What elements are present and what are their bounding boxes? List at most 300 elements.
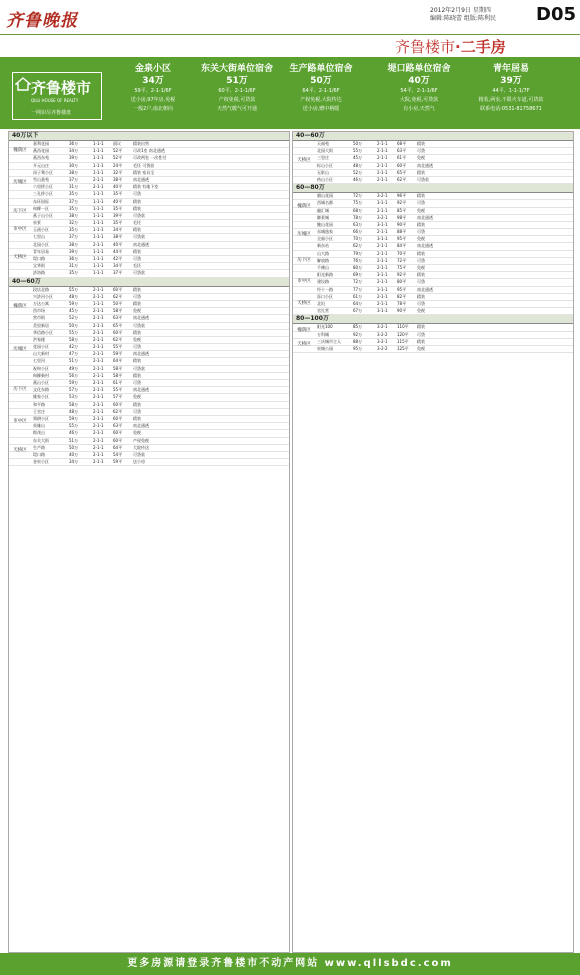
listing-cell: 免税 bbox=[133, 336, 141, 342]
listing-cell: 堤口路 bbox=[33, 451, 45, 457]
promo-price: 40万 bbox=[408, 76, 430, 86]
listing-cell: 经十一路 bbox=[317, 286, 333, 292]
promo-detail: 54平、2-1-1/6F bbox=[400, 88, 438, 94]
listing-row bbox=[293, 229, 573, 236]
listing-cell: 精装 bbox=[133, 415, 141, 421]
listing-cell: 精装 有地下室 bbox=[133, 184, 159, 190]
logo-text: 齐鲁楼市 bbox=[31, 79, 92, 97]
listing-cell: 2-1-1 bbox=[93, 322, 104, 328]
listing-cell: 34平 bbox=[113, 263, 123, 269]
listing-cell: 1-1-1 bbox=[93, 300, 104, 306]
listing-cell: 45万 bbox=[353, 155, 363, 161]
listing-cell: 可贷 bbox=[417, 331, 425, 337]
listing-cell: 营市街 bbox=[33, 315, 45, 321]
listing-cell: 2-1-1 bbox=[93, 344, 104, 350]
listing-cell: 精装 bbox=[133, 372, 141, 378]
listing-row bbox=[9, 387, 289, 394]
listing-cell: 甸柳新村 bbox=[33, 372, 49, 378]
listing-cell: 38万 bbox=[69, 241, 79, 247]
listing-cell: 37万 bbox=[69, 234, 79, 240]
listing-cell: 54平 bbox=[113, 451, 123, 457]
listing-cell: 东关大街 bbox=[33, 437, 49, 443]
district-group bbox=[9, 287, 289, 330]
listing-cell: 59万 bbox=[69, 415, 79, 421]
listing-cell: 郎茂山 bbox=[33, 430, 45, 436]
listing-row bbox=[9, 249, 289, 256]
listing-cell: 南北通透 bbox=[417, 162, 433, 168]
listing-cell: 可贷款 bbox=[417, 176, 429, 182]
listing-cell: 2-1-1 bbox=[377, 148, 388, 154]
listing-cell: 南北通透 bbox=[417, 243, 433, 249]
listing-cell: 精装 家具全 bbox=[133, 169, 155, 175]
listing-cell: 新东站 bbox=[317, 243, 329, 249]
listing-cell: 38万 bbox=[69, 212, 79, 218]
promo-detail: 天然气暖气可开通 bbox=[216, 106, 257, 112]
listing-cell: 60平 bbox=[113, 329, 123, 335]
listing-row bbox=[293, 301, 573, 308]
listing-row bbox=[293, 155, 573, 162]
listing-cell: 2-1-1 bbox=[93, 394, 104, 400]
district-group bbox=[293, 193, 573, 222]
listing-row bbox=[9, 445, 289, 452]
listing-cell: 70平 bbox=[397, 250, 407, 256]
listing-cell: 34万 bbox=[69, 148, 79, 154]
listing-cell: 泉景 bbox=[33, 220, 41, 226]
listing-cell: 2-1-1 bbox=[93, 444, 104, 450]
district-label: 天桥区 bbox=[297, 300, 311, 306]
listing-cell: 免税 bbox=[417, 236, 425, 242]
listing-cell: 35万 bbox=[69, 191, 79, 197]
listing-row bbox=[293, 200, 573, 207]
listing-cell: 57平 bbox=[113, 394, 123, 400]
listing-cell: 免税 bbox=[133, 430, 141, 436]
listing-cell: 天福苑 bbox=[317, 141, 329, 146]
listing-cell: 免税 bbox=[417, 308, 425, 314]
listing-cell: 1-1-1 bbox=[93, 227, 104, 233]
listing-row bbox=[9, 287, 289, 294]
listing-cell: 毛坯 bbox=[133, 263, 141, 269]
listing-cell: 2-1-1 bbox=[377, 300, 388, 306]
promo-item bbox=[378, 63, 460, 114]
listing-cell: 50万 bbox=[353, 141, 363, 146]
listing-cell: 玉函小区 bbox=[33, 227, 49, 233]
promo-detail: 产权免税,大院传达 bbox=[300, 97, 342, 103]
dateline bbox=[430, 7, 496, 23]
listing-cell: 3-2-1 bbox=[377, 193, 388, 199]
listing-cell: 40平 bbox=[113, 184, 123, 190]
listing-cell: 燕山小区 bbox=[33, 380, 49, 385]
listing-cell: 毛坯 可贷款 bbox=[133, 162, 155, 168]
listing-cell: 3-1-1 bbox=[377, 308, 388, 314]
listing-cell: 34万 bbox=[69, 459, 79, 465]
listing-cell: 60平 bbox=[113, 437, 123, 443]
listing-cell: 2-1-1 bbox=[377, 229, 388, 235]
listing-row bbox=[9, 184, 289, 191]
listing-cell: 无影山 bbox=[317, 169, 329, 175]
listing-row bbox=[293, 236, 573, 243]
listing-cell: 解放路 bbox=[317, 257, 329, 263]
listing-cell: 35平 bbox=[113, 205, 123, 211]
listing-cell: 95平 bbox=[397, 236, 407, 242]
listing-cell: 38平 bbox=[113, 234, 123, 240]
listing-cell: 55万 bbox=[69, 286, 79, 292]
listing-cell: 可贷款 bbox=[133, 234, 145, 240]
price-range-header: 40—60万 bbox=[293, 132, 573, 141]
listing-cell: 堤口路 bbox=[33, 256, 45, 261]
district-label: 历城区 bbox=[13, 179, 27, 185]
listing-row bbox=[293, 193, 573, 200]
promo-detail: 64平、2-1-1/6F bbox=[302, 88, 340, 94]
listing-cell: 可贷 bbox=[417, 279, 425, 285]
listing-cell: 3-1-1 bbox=[377, 286, 388, 292]
listing-cell: 37万 bbox=[69, 176, 79, 182]
promo-title: 金泉小区 bbox=[134, 64, 171, 74]
district-group bbox=[293, 141, 573, 184]
listing-cell: 3-2-1 bbox=[377, 214, 388, 220]
listing-cell: 全福小区 bbox=[317, 236, 333, 242]
listing-cell: 62平 bbox=[113, 293, 123, 299]
listing-row bbox=[293, 177, 573, 184]
listing-row bbox=[9, 213, 289, 220]
price-range-header: 40万以下 bbox=[9, 132, 289, 141]
page-header bbox=[0, 0, 580, 35]
promo-detail: 精装,两室,不限火车道,可贷款 bbox=[478, 97, 544, 103]
listing-cell: 37万 bbox=[69, 198, 79, 204]
listing-cell: 南北通透 bbox=[133, 241, 149, 247]
promo-item bbox=[280, 63, 362, 114]
listing-cell: 61万 bbox=[353, 293, 363, 299]
listing-cell: 2-1-1 bbox=[93, 380, 104, 385]
listing-cell: 舜耕小区 bbox=[33, 415, 49, 421]
editor-credits: 编辑:陈晓蕾 组版:陈利民 bbox=[430, 15, 496, 22]
promo-title: 青年居易 bbox=[492, 64, 529, 74]
listing-row bbox=[9, 301, 289, 308]
listing-cell: 2-1-1 bbox=[377, 207, 388, 213]
listing-row bbox=[9, 337, 289, 344]
listing-cell: 76万 bbox=[353, 257, 363, 263]
promo-price: 51万 bbox=[226, 76, 248, 86]
listing-cell: 西城名郡 bbox=[317, 200, 333, 206]
listing-cell: 46万 bbox=[69, 430, 79, 436]
district-group bbox=[293, 294, 573, 316]
listing-cell: 2-1-1 bbox=[93, 241, 104, 247]
listing-cell: 可贷 bbox=[133, 256, 141, 261]
section-title bbox=[395, 36, 506, 57]
listing-cell: 2-1-1 bbox=[377, 293, 388, 299]
listing-row bbox=[293, 243, 573, 250]
listing-cell: 31万 bbox=[69, 263, 79, 269]
listing-cell: 建设路 bbox=[317, 279, 329, 285]
listing-cell: 40平 bbox=[113, 198, 123, 204]
listing-cell: 姚家小区 bbox=[33, 394, 49, 400]
listing-cell: 38万 bbox=[69, 169, 79, 175]
listing-cell: 55万 bbox=[353, 148, 363, 154]
listing-cell: 110平 bbox=[397, 324, 409, 330]
listing-cell: 52万 bbox=[69, 315, 79, 321]
listing-cell: 90平 bbox=[397, 308, 407, 314]
listing-cell: 山大路 bbox=[317, 250, 329, 256]
listing-row bbox=[9, 351, 289, 358]
listing-cell: 3-2-2 bbox=[377, 331, 388, 337]
listing-cell: 2-1-1 bbox=[93, 358, 104, 364]
listing-row bbox=[9, 155, 289, 162]
listing-row bbox=[9, 177, 289, 184]
listing-cell: 免税 bbox=[417, 155, 425, 161]
promo-price: 50万 bbox=[310, 76, 332, 86]
listing-cell: 嘉利花园 bbox=[33, 141, 49, 146]
listing-cell: 可贷 bbox=[133, 408, 141, 414]
district-label: 历下区 bbox=[13, 386, 27, 392]
listing-row bbox=[9, 220, 289, 227]
listing-cell: 60平 bbox=[397, 162, 407, 168]
footer-banner: 更多房源请登录齐鲁楼市不动产网站 www.qllsbdc.com bbox=[0, 953, 580, 975]
listing-cell: 济洛路 bbox=[33, 270, 45, 276]
listing-cell: 95万 bbox=[353, 345, 363, 351]
listing-cell: 燕子山小区 bbox=[33, 212, 53, 218]
listing-cell: 85万 bbox=[353, 324, 363, 330]
listing-cell: 63平 bbox=[113, 423, 123, 429]
listing-cell: 可贷款 bbox=[133, 451, 145, 457]
listing-cell: 精装出售 bbox=[133, 141, 149, 146]
listing-cell: 50万 bbox=[69, 444, 79, 450]
listing-cell: 62万 bbox=[353, 243, 363, 249]
listing-row bbox=[293, 294, 573, 301]
listing-cell: 2-1-1 bbox=[93, 430, 104, 436]
issue-weekday: 星期四 bbox=[472, 7, 491, 14]
listing-row bbox=[9, 227, 289, 234]
listing-row bbox=[9, 256, 289, 263]
district-label: 市中区 bbox=[297, 279, 311, 285]
listing-row bbox=[293, 265, 573, 272]
listing-cell: 送小房 bbox=[133, 459, 145, 465]
listing-cell: 三孔桥小区 bbox=[33, 191, 53, 197]
listing-cell: 96平 bbox=[397, 193, 407, 199]
listing-cell: 可贷 bbox=[417, 257, 425, 263]
district-group bbox=[293, 222, 573, 251]
listing-cell: 东环国际 bbox=[33, 198, 49, 204]
listing-cell: 63万 bbox=[353, 221, 363, 227]
listing-row bbox=[9, 373, 289, 380]
listing-cell: 55平 bbox=[113, 344, 123, 350]
listing-cell: 39万 bbox=[69, 155, 79, 161]
listing-cell: 可贷款 bbox=[133, 212, 145, 218]
listing-row bbox=[9, 263, 289, 270]
listing-cell: 2-1-1 bbox=[377, 279, 388, 285]
listing-cell: 1-1-1 bbox=[93, 141, 104, 146]
listing-cell: 2-1-1 bbox=[93, 415, 104, 421]
district-group bbox=[293, 272, 573, 294]
listing-cell: 1-1-1 bbox=[93, 263, 104, 269]
listing-row bbox=[9, 344, 289, 351]
listing-cell: 王官庄 bbox=[33, 408, 45, 414]
promo-detail: 送小房,赠中柄暖 bbox=[302, 106, 340, 112]
listing-cell: 泺口小区 bbox=[317, 293, 333, 299]
promo-detail: 60平、2-1-1/6F bbox=[218, 88, 256, 94]
listing-cell: 万科城 bbox=[317, 331, 329, 337]
listing-cell: 56万 bbox=[69, 372, 79, 378]
listing-cell: 34平 bbox=[113, 227, 123, 233]
listing-cell: 3-1-1 bbox=[377, 221, 388, 227]
listing-cell: 阳光100 bbox=[317, 324, 333, 330]
district-label: 天桥区 bbox=[13, 447, 27, 453]
listing-cell: 标山小区 bbox=[317, 162, 333, 168]
promo-detail: 有小房,天然气 bbox=[403, 106, 435, 112]
listing-cell: 开元山庄 bbox=[33, 162, 49, 168]
listing-row bbox=[293, 258, 573, 265]
listing-cell: 62平 bbox=[397, 176, 407, 182]
district-label: 天桥区 bbox=[297, 342, 311, 348]
listing-cell: 南北通透 bbox=[133, 315, 149, 321]
listing-cell: 82平 bbox=[397, 293, 407, 299]
listing-cell: 精装 bbox=[417, 293, 425, 299]
listing-cell: 35平 bbox=[113, 220, 123, 226]
listing-row bbox=[9, 308, 289, 315]
listing-row bbox=[9, 452, 289, 459]
listing-cell: 65平 bbox=[397, 169, 407, 175]
listing-row bbox=[9, 402, 289, 409]
listing-cell: 精装 bbox=[417, 324, 425, 330]
listing-cell: 64平 bbox=[113, 358, 123, 364]
listing-cell: 1-1-1 bbox=[93, 270, 104, 276]
listing-cell: 腊山花园 bbox=[317, 193, 333, 199]
listing-cell: 80万 bbox=[353, 265, 363, 270]
listing-cell: 90平 bbox=[397, 221, 407, 227]
listing-cell: 3-2-2 bbox=[377, 345, 388, 351]
listing-cell: 七里河 bbox=[33, 358, 45, 364]
listing-cell: 闵子骞小区 bbox=[33, 169, 53, 175]
listing-cell: 精装 bbox=[133, 198, 141, 204]
listing-cell: 77万 bbox=[353, 286, 363, 292]
listing-cell: 药山小区 bbox=[317, 176, 333, 182]
district-label: 市中区 bbox=[13, 419, 27, 425]
listing-cell: 精装 bbox=[417, 338, 425, 344]
listing-cell: 2-1-1 bbox=[93, 408, 104, 414]
listing-cell: 千佛山 bbox=[317, 265, 329, 270]
listing-cell: 燕西花园 bbox=[33, 148, 49, 154]
listing-cell: 62平 bbox=[113, 408, 123, 414]
logo-english: QILU HOUSE OF REALTY bbox=[31, 98, 79, 103]
listing-row bbox=[9, 416, 289, 423]
listing-cell: 精装 bbox=[133, 227, 141, 233]
district-group bbox=[293, 339, 573, 353]
listing-row bbox=[9, 242, 289, 249]
listing-cell: 洪家楼 bbox=[33, 336, 45, 342]
listing-row bbox=[9, 191, 289, 198]
listing-cell: 58平 bbox=[113, 372, 123, 378]
listing-cell: 37平 bbox=[113, 270, 123, 276]
listing-cell: 南北通透 bbox=[417, 214, 433, 220]
listing-cell: 50平 bbox=[113, 300, 123, 306]
listing-cell: 38平 bbox=[113, 176, 123, 182]
listing-cell: 精装 bbox=[133, 300, 141, 306]
listing-cell: 67万 bbox=[353, 308, 363, 314]
listing-cell: 53万 bbox=[69, 394, 79, 400]
listing-cell: 120平 bbox=[397, 331, 409, 337]
listing-cell: 48万 bbox=[69, 293, 79, 299]
listing-cell: 92平 bbox=[397, 200, 407, 206]
listing-cell: 88平 bbox=[397, 229, 407, 235]
listing-cell: 63平 bbox=[397, 148, 407, 154]
listing-cell: 75万 bbox=[353, 200, 363, 206]
listing-cell: 2-1-1 bbox=[377, 155, 388, 161]
listing-cell: 可贷款 bbox=[133, 322, 145, 328]
listing-cell: 62平 bbox=[113, 336, 123, 342]
listing-cell: 可贷款 bbox=[133, 365, 145, 371]
listing-cell: 98平 bbox=[397, 214, 407, 220]
listing-cell: 39平 bbox=[113, 212, 123, 218]
listing-cell: 西市场 bbox=[33, 308, 45, 314]
listing-cell: 78平 bbox=[397, 300, 407, 306]
listing-cell: 58平 bbox=[113, 308, 123, 314]
listing-cell: 58万 bbox=[69, 401, 79, 407]
issue-date: 2012年2月9日 bbox=[430, 7, 471, 14]
listing-cell: 2-1-1 bbox=[93, 293, 104, 299]
promo-item bbox=[470, 63, 552, 114]
listing-cell: 花园小区 bbox=[33, 344, 49, 350]
district-label: 历城区 bbox=[297, 232, 311, 238]
listing-cell: 可贷 bbox=[417, 200, 425, 206]
listing-cell: 66万 bbox=[353, 229, 363, 235]
district-group bbox=[9, 242, 289, 278]
listing-cell: 文化东路 bbox=[33, 387, 49, 393]
listing-cell: 50万 bbox=[69, 322, 79, 328]
listing-cell: 宝华街 bbox=[33, 263, 45, 269]
listing-cell: 可贷 bbox=[133, 380, 141, 385]
listing-cell: 39万 bbox=[69, 248, 79, 254]
listing-cell: 官扎营 bbox=[317, 308, 329, 314]
listing-cell: 59万 bbox=[69, 380, 79, 385]
listing-cell: 35万 bbox=[69, 227, 79, 233]
listing-cell: 69万 bbox=[353, 272, 363, 278]
listing-cell: 52平 bbox=[113, 155, 123, 161]
page-number: D05 bbox=[536, 4, 576, 25]
district-label: 历下区 bbox=[297, 257, 311, 263]
price-range-header: 40—60万 bbox=[9, 278, 289, 287]
listing-cell: 段店北路 bbox=[33, 286, 49, 292]
listing-cell: 40平 bbox=[113, 241, 123, 247]
listing-cell: 78万 bbox=[353, 214, 363, 220]
listing-cell: 免税 bbox=[133, 394, 141, 400]
listing-cell: 61平 bbox=[397, 155, 407, 161]
listing-cell: 30万 bbox=[69, 162, 79, 168]
listing-row bbox=[9, 323, 289, 330]
listing-cell: 48万 bbox=[69, 408, 79, 414]
listing-row bbox=[293, 346, 573, 353]
listing-cell: 精装 bbox=[417, 169, 425, 175]
listing-cell: 2-1-1 bbox=[93, 387, 104, 393]
listing-cell: 72万 bbox=[353, 193, 363, 199]
listing-cell: 六里桥小区 bbox=[33, 184, 53, 190]
listing-cell: 42万 bbox=[69, 344, 79, 350]
listing-row bbox=[9, 409, 289, 416]
listing-cell: 南北通透 bbox=[133, 351, 149, 357]
listing-row bbox=[9, 394, 289, 401]
listing-cell: 南北通透 bbox=[133, 423, 149, 429]
listing-cell: 72平 bbox=[397, 257, 407, 263]
listing-cell: 可贷 bbox=[417, 148, 425, 154]
listing-row bbox=[9, 294, 289, 301]
listing-cell: 毛坯 bbox=[133, 220, 141, 226]
listing-cell: 31万 bbox=[69, 184, 79, 190]
promo-detail: 59平、2-1-1/6F bbox=[134, 88, 172, 94]
listing-cell: 2-1-1 bbox=[93, 423, 104, 429]
listing-cell: 61平 bbox=[113, 380, 123, 385]
listing-cell: 59平 bbox=[113, 351, 123, 357]
listing-cell: 大院传达 bbox=[133, 444, 149, 450]
listing-cell: 七里山 bbox=[33, 234, 45, 240]
listing-cell: 52平 bbox=[113, 148, 123, 154]
promo-price: 39万 bbox=[500, 76, 522, 86]
